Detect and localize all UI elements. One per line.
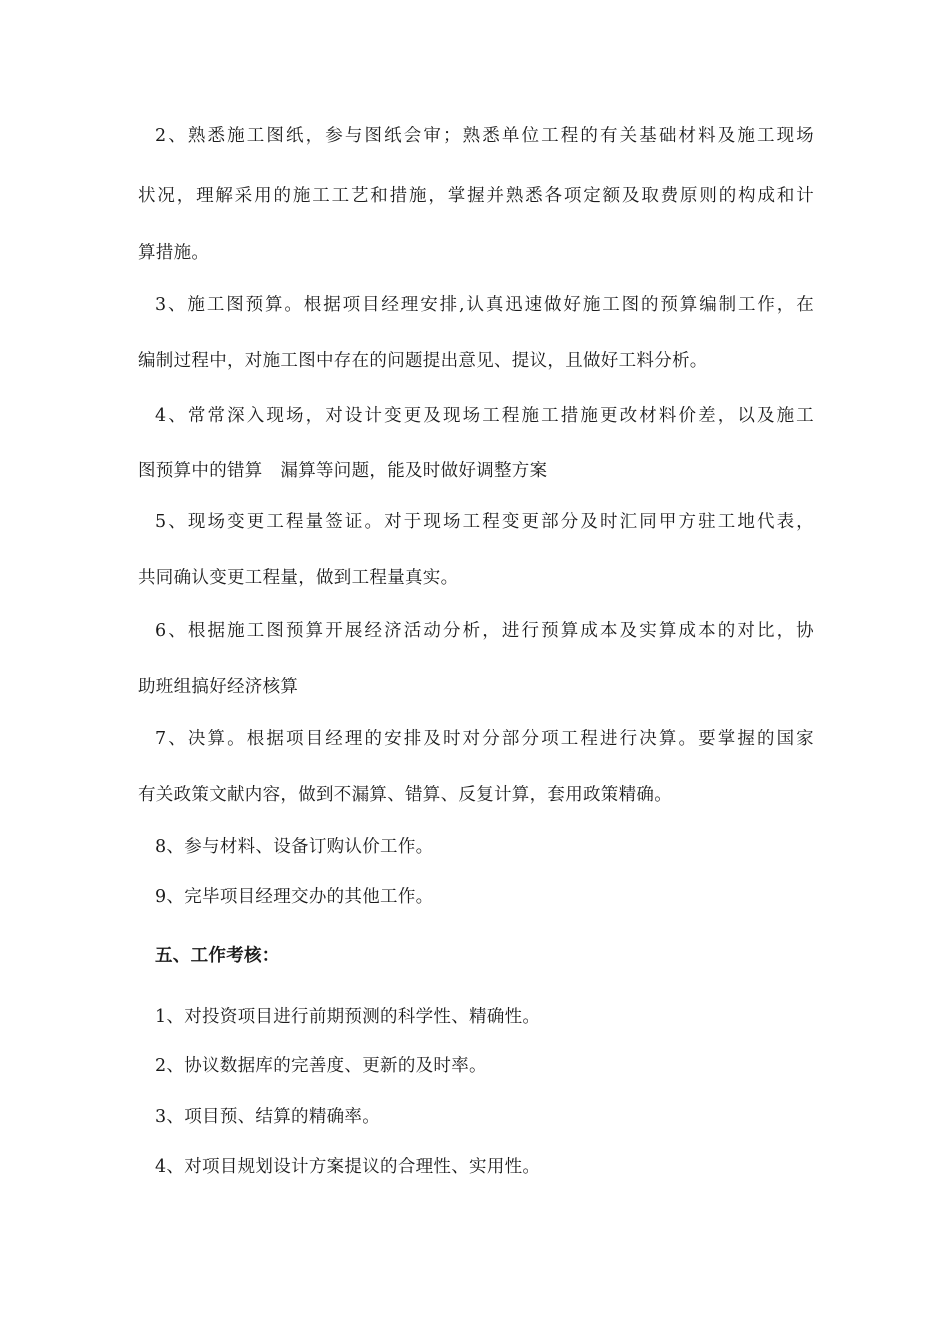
paragraph-line: 5、现场变更工程量签证。对于现场工程变更部分及时汇同甲方驻工地代表， <box>155 512 814 532</box>
paragraph-line: 共同确认变更工程量，做到工程量真实。 <box>138 568 459 588</box>
paragraph-line: 状况，理解采用的施工工艺和措施，掌握并熟悉各项定额及取费原则的构成和计 <box>138 186 814 206</box>
list-item: 2、协议数据库的完善度、更新的及时率。 <box>155 1056 487 1076</box>
paragraph-line: 7、决算。根据项目经理的安排及时对分部分项工程进行决算。要掌握的国家 <box>155 729 814 749</box>
paragraph-line: 6、根据施工图预算开展经济活动分析，进行预算成本及实算成本的对比，协 <box>155 621 814 641</box>
paragraph-line: 有关政策文献内容，做到不漏算、错算、反复计算，套用政策精确。 <box>138 785 672 805</box>
paragraph-line: 8、参与材料、设备订购认价工作。 <box>155 837 434 857</box>
paragraph-line: 算措施。 <box>138 243 210 263</box>
paragraph-line: 3、施工图预算。根据项目经理安排,认真迅速做好施工图的预算编制工作，在 <box>155 295 814 315</box>
paragraph-line: 9、完毕项目经理交办的其他工作。 <box>155 887 434 907</box>
list-item: 1、对投资项目进行前期预测的科学性、精确性。 <box>155 1007 541 1027</box>
paragraph-line: 4、常常深入现场，对设计变更及现场工程施工措施更改材料价差，以及施工 <box>155 406 814 426</box>
list-item: 4、对项目规划设计方案提议的合理性、实用性。 <box>155 1157 541 1177</box>
list-item: 3、项目预、结算的精确率。 <box>155 1107 381 1127</box>
paragraph-line: 图预算中的错算 漏算等问题，能及时做好调整方案 <box>138 461 548 481</box>
paragraph-line: 助班组搞好经济核算 <box>138 677 299 697</box>
paragraph-line: 2、熟悉施工图纸，参与图纸会审；熟悉单位工程的有关基础材料及施工现场 <box>155 126 814 146</box>
paragraph-line: 编制过程中，对施工图中存在的问题提出意见、提议，且做好工料分析。 <box>138 351 708 371</box>
section-heading: 五、工作考核： <box>155 946 280 966</box>
